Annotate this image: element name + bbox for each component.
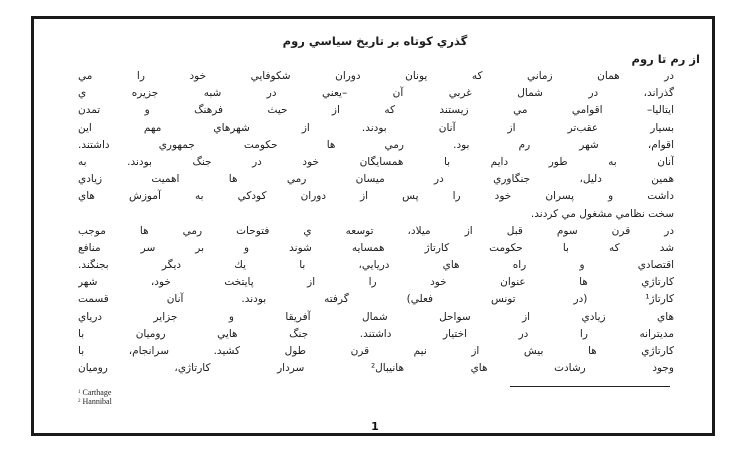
text-line: اقتصادي و راه هاي دريايي، با يك ديگر بجنگند.: [78, 259, 674, 272]
text-line: مديترانه را در اختيار داشتند. جنگ هايي روميان با: [78, 327, 674, 340]
text-line: شد كه با حكومت كارتاژ همسايه شوند و بر سر منافع: [78, 241, 674, 254]
text-line: هاي زيادي از سواحل شمال آفريقا و جزاير درياي: [78, 310, 674, 323]
footnote-marker: 1: [78, 390, 81, 395]
text-line: همين دليل، جنگاوري در ميسان رمي ها اهميت زيادي: [78, 173, 674, 186]
text-line: سخت نظامي مشغول مي كردند.: [530, 207, 674, 220]
body-text: [78, 68, 674, 377]
footnote-marker: 2: [78, 398, 81, 404]
text-line: در قرن سوم قبل از ميلاد، توسعه ي فتوحات رمي ها موجب: [78, 224, 674, 237]
text-line: كارتاژ¹ (در تونس فعلي) گرفته بودند. آنان قسمت: [78, 293, 674, 306]
section-heading: از رم تا روم: [631, 52, 700, 66]
page-number: 1: [371, 420, 379, 433]
text-line: گذراند، در شمال غربي آن –يعني در شبه جزيره ي: [78, 87, 674, 100]
text-line: بسيار عقب‌تر از آنان بودند. از شهرهاي مهم اين: [78, 121, 674, 134]
text-line: در همان زماني كه يونان دوران شكوفايي خود را مي: [78, 70, 674, 82]
text-line: كارتاژي ها عنوان خود را از پايتخت خود، شهر: [78, 276, 674, 289]
document-title: گذري كوتاه بر تاريخ سياسي روم: [282, 34, 468, 48]
text-line: وجود رشادت هاي هانيبال² سردار كارتاژي، روميان: [78, 362, 674, 375]
footnote-text: Hannibal: [82, 396, 112, 406]
text-line: داشت و پسران خود را پس از دوران كودكي به آموزش هاي: [78, 190, 674, 203]
footnote-text: Carthage: [82, 388, 112, 397]
text-line: ايتاليا– اقوامي مي زيستند كه از حيث فرهنگ و تمدن: [78, 104, 674, 117]
footnote-divider: [510, 386, 670, 387]
text-line: كارتاژي ها بيش از نيم قرن طول كشيد. سرانجام، با: [78, 345, 674, 357]
text-line: اقوام، شهر رم بود. رمي ها حكومت جمهوري داشتند.: [78, 138, 674, 151]
footnote-item: [78, 398, 112, 407]
footnotes: [78, 389, 112, 406]
text-line: آنان به طور دايم با همسايگان خود در جنگ بودند. به: [78, 155, 674, 168]
